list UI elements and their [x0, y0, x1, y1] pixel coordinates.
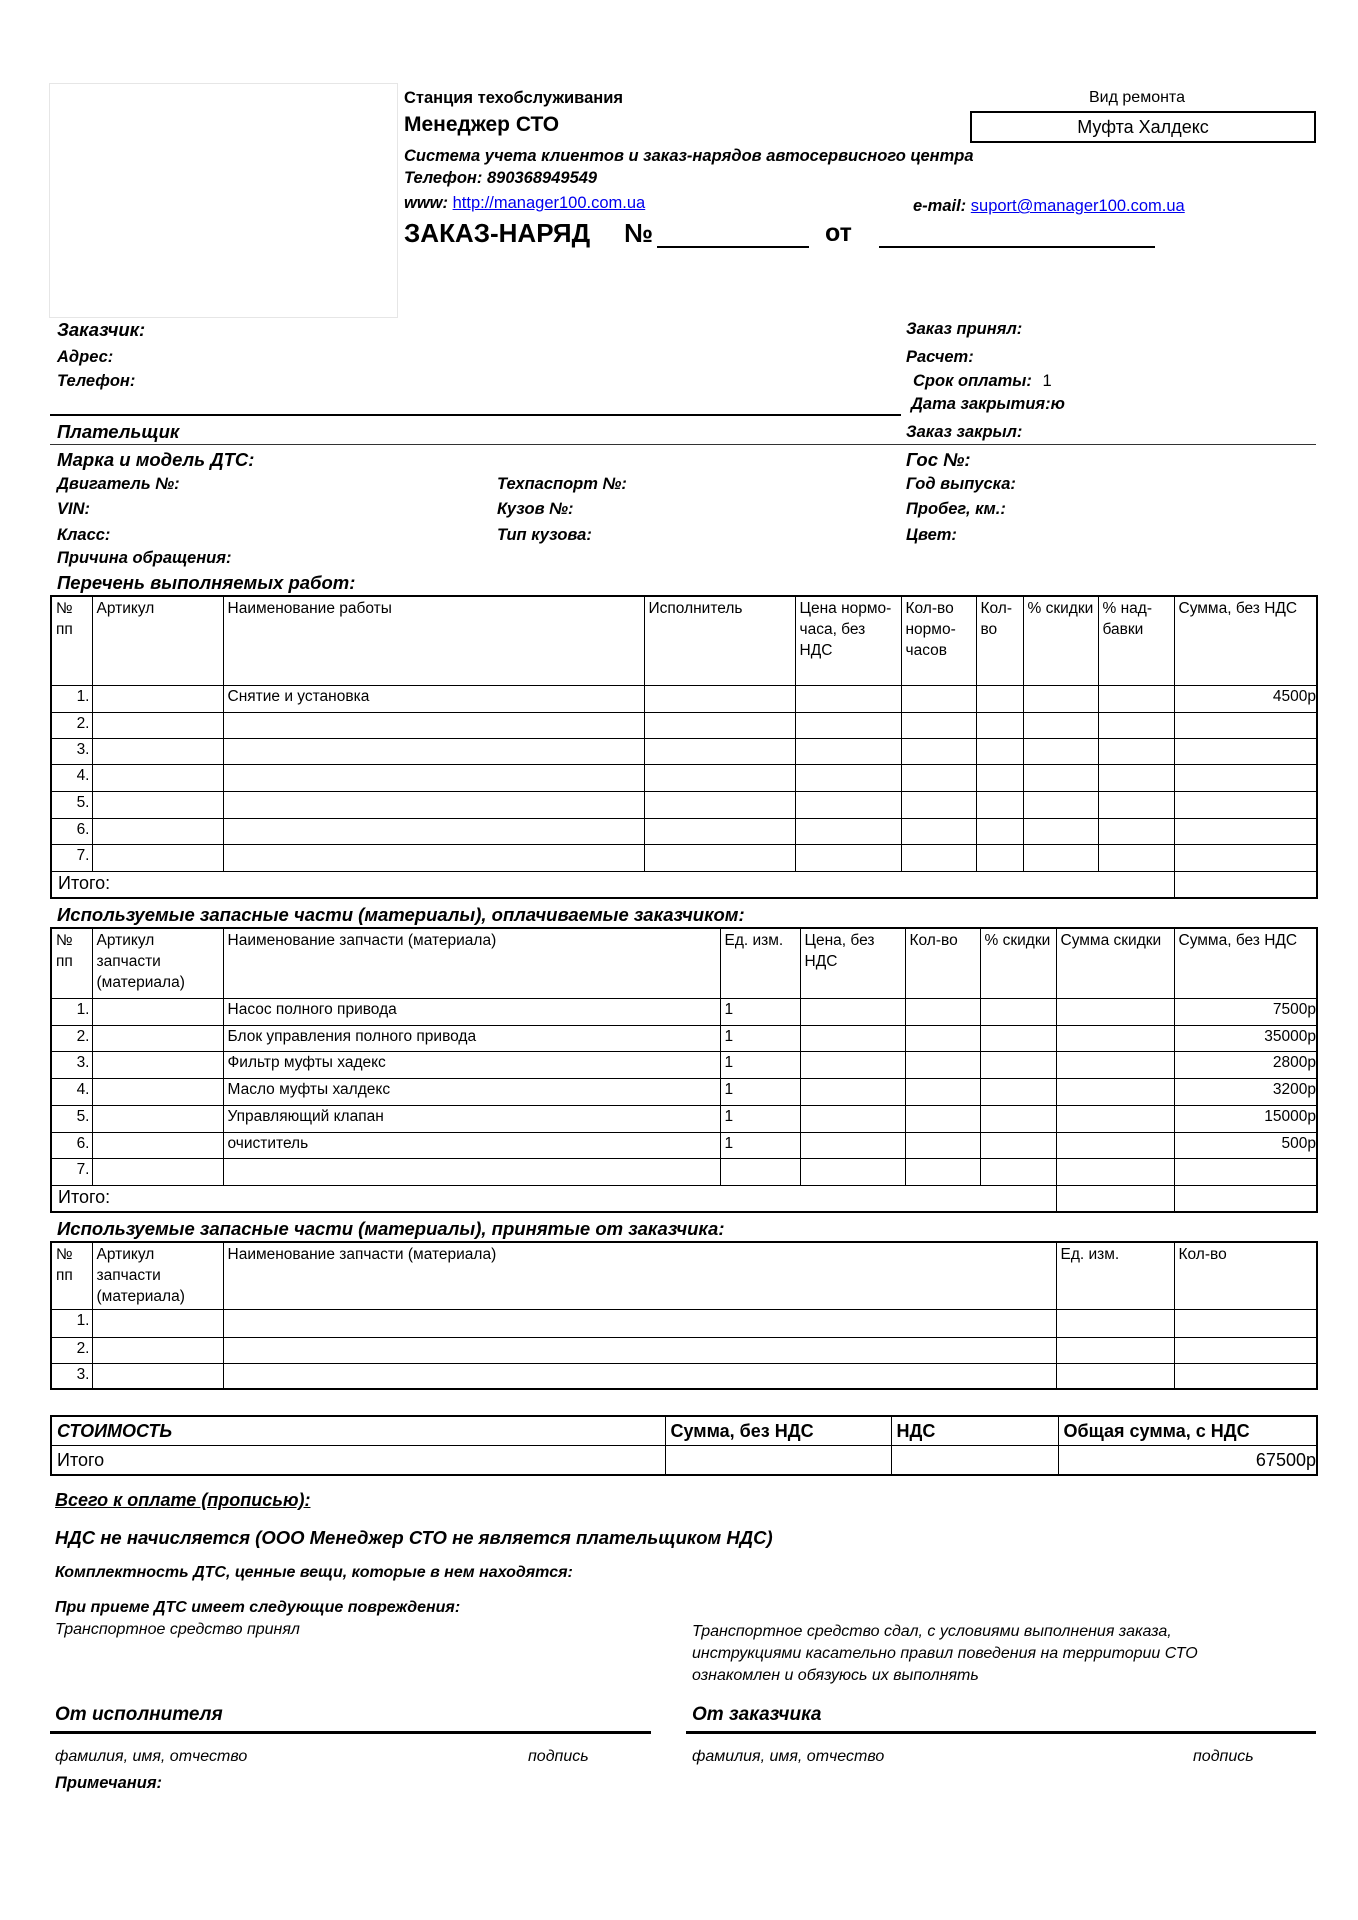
row-num: 7. — [51, 1158, 92, 1185]
cost-total-with-vat: 67500р — [1058, 1446, 1317, 1476]
cell-qty[interactable] — [976, 844, 1023, 871]
cell-price[interactable] — [800, 1132, 905, 1158]
cell-sum[interactable]: 15000р — [1174, 1105, 1317, 1132]
cost-total-row — [51, 1446, 1317, 1476]
cell-price[interactable] — [800, 998, 905, 1025]
cost-col-total-vat: Общая сумма, с НДС — [1058, 1416, 1317, 1446]
table-row — [51, 712, 1317, 738]
cell-work-name[interactable] — [223, 844, 644, 871]
col-sum: Сумма, без НДС — [1174, 928, 1317, 998]
cell-hour-price[interactable] — [795, 844, 901, 871]
col-discount-sum: Сумма скидки — [1056, 928, 1174, 998]
www-label: www: — [404, 194, 448, 212]
executor-fio-label: фамилия, имя, отчество — [55, 1748, 248, 1765]
cell-discount[interactable] — [980, 1051, 1056, 1078]
cell-hours[interactable] — [901, 685, 976, 712]
cell-work-name[interactable] — [223, 818, 644, 844]
row-num: 3. — [51, 1363, 92, 1389]
cell-sum[interactable] — [1174, 712, 1317, 738]
color-label: Цвет: — [906, 526, 957, 544]
cell-discount[interactable] — [1023, 764, 1098, 791]
cell-qty[interactable] — [905, 1078, 980, 1105]
col-article: Артикул — [92, 596, 223, 685]
cell-sum[interactable] — [1174, 738, 1317, 764]
cell-hours[interactable] — [901, 712, 976, 738]
cell-qty[interactable] — [905, 1158, 980, 1185]
cost-sum-no-vat — [665, 1446, 891, 1476]
col-qty: Кол-во — [1174, 1242, 1317, 1309]
cell-part-name[interactable]: Фильтр муфты хадекс — [223, 1051, 720, 1078]
table-row — [51, 998, 1317, 1025]
cell-unit[interactable]: 1 — [720, 1132, 800, 1158]
customer-fio-label: фамилия, имя, отчество — [692, 1748, 885, 1765]
row-num: 6. — [51, 818, 92, 844]
cost-vat — [891, 1446, 1058, 1476]
accepted-by-label: Заказ принял: — [906, 320, 1023, 338]
col-hours: Кол-во нормо-часов — [901, 596, 976, 685]
cell-price[interactable] — [800, 1078, 905, 1105]
cell-part-name[interactable]: Масло муфты халдекс — [223, 1078, 720, 1105]
cell-executor[interactable] — [644, 738, 795, 764]
cell-qty[interactable] — [905, 998, 980, 1025]
parts-customer-title: Используемые запасные части (материалы), принятые от заказчика: — [57, 1218, 725, 1239]
col-discount: % скидки — [1023, 596, 1098, 685]
cell-discount-sum[interactable] — [1056, 1078, 1174, 1105]
body-type-label: Тип кузова: — [497, 526, 592, 544]
cell-unit[interactable]: 1 — [720, 1051, 800, 1078]
cell-work-name[interactable] — [223, 764, 644, 791]
repair-type-field[interactable]: Муфта Халдекс — [970, 111, 1316, 143]
cell-article[interactable] — [92, 1132, 223, 1158]
cell-hour-price[interactable] — [795, 764, 901, 791]
website-link[interactable]: http://manager100.com.ua — [452, 194, 646, 212]
body-no-label: Кузов №: — [497, 500, 574, 518]
cell-qty[interactable] — [1174, 1337, 1317, 1363]
cell-work-name[interactable]: Снятие и установка — [223, 685, 644, 712]
cell-article[interactable] — [92, 1309, 223, 1337]
row-num: 1. — [51, 998, 92, 1025]
cell-discount-sum[interactable] — [1056, 998, 1174, 1025]
col-part-name: Наименование запчасти (материала) — [223, 928, 720, 998]
cell-sum[interactable] — [1174, 1158, 1317, 1185]
cell-hour-price[interactable] — [795, 685, 901, 712]
total-in-words-label: Всего к оплате (прописью): — [55, 1490, 311, 1510]
doc-title: ЗАКАЗ-НАРЯД — [404, 218, 591, 248]
damages-label: При приеме ДТС имеет следующие повреждения: — [55, 1599, 461, 1616]
plate-label: Гос №: — [906, 449, 971, 470]
col-num: № пп — [51, 1242, 92, 1309]
cell-markup[interactable] — [1098, 844, 1174, 871]
row-num: 6. — [51, 1132, 92, 1158]
cell-article[interactable] — [92, 791, 223, 818]
col-markup: % над-бавки — [1098, 596, 1174, 685]
cell-unit[interactable]: 1 — [720, 1078, 800, 1105]
class-label: Класс: — [57, 526, 111, 544]
cell-unit[interactable] — [1056, 1309, 1174, 1337]
year-label: Год выпуска: — [906, 475, 1016, 493]
cell-discount[interactable] — [980, 1025, 1056, 1051]
station-label: Станция техобслуживания — [404, 89, 623, 107]
cell-qty[interactable] — [976, 685, 1023, 712]
email-label: e-mail: — [913, 197, 967, 215]
cell-unit[interactable]: 1 — [720, 1025, 800, 1051]
www-line — [404, 194, 645, 213]
cell-article[interactable] — [92, 1025, 223, 1051]
row-num: 5. — [51, 791, 92, 818]
order-number-field[interactable] — [657, 246, 809, 248]
cell-part-name[interactable]: Насос полного привода — [223, 998, 720, 1025]
cell-discount[interactable] — [1023, 712, 1098, 738]
cell-sum[interactable]: 35000р — [1174, 1025, 1317, 1051]
customer-divider — [50, 414, 901, 416]
works-header-row — [51, 596, 1317, 685]
cell-work-name[interactable] — [223, 712, 644, 738]
cell-executor[interactable] — [644, 818, 795, 844]
customer-signature-label: подпись — [1193, 1748, 1254, 1765]
table-row — [51, 1078, 1317, 1105]
row-num: 2. — [51, 712, 92, 738]
col-unit: Ед. изм. — [720, 928, 800, 998]
cell-qty[interactable] — [1174, 1363, 1317, 1389]
col-article: Артикул запчасти (материала) — [92, 1242, 223, 1309]
email-link[interactable]: suport@manager100.com.ua — [970, 197, 1185, 215]
cell-unit[interactable]: 1 — [720, 998, 800, 1025]
vin-label: VIN: — [57, 500, 90, 518]
cell-discount[interactable] — [980, 1105, 1056, 1132]
cost-header-label: СТОИМОСТЬ — [51, 1416, 665, 1446]
cost-col-vat: НДС — [891, 1416, 1058, 1446]
executor-signature-line[interactable] — [50, 1731, 651, 1734]
table-row — [51, 1051, 1317, 1078]
payment-term-label: Срок оплаты: — [913, 372, 1032, 390]
make-model-label: Марка и модель ДТС: — [57, 449, 255, 470]
notes-label: Примечания: — [55, 1774, 163, 1792]
cell-work-name[interactable] — [223, 738, 644, 764]
cell-hour-price[interactable] — [795, 738, 901, 764]
cell-part-name[interactable] — [223, 1309, 1056, 1337]
cell-qty[interactable] — [1174, 1309, 1317, 1337]
table-row — [51, 1337, 1317, 1363]
number-label: № — [624, 218, 653, 248]
cell-part-name[interactable]: Блок управления полного привода — [223, 1025, 720, 1051]
company-name: Менеджер СТО — [404, 113, 560, 136]
tagline: Система учета клиентов и заказ-нарядов автосервисного центра — [404, 147, 974, 165]
vat-note: НДС не начисляется (ООО Менеджер СТО не является плательщиком НДС) — [55, 1527, 773, 1548]
col-price: Цена, без НДС — [800, 928, 905, 998]
cell-hours[interactable] — [901, 738, 976, 764]
table-row — [51, 685, 1317, 712]
parts-customer-header-row — [51, 1242, 1317, 1309]
table-row — [51, 1309, 1317, 1337]
cell-article[interactable] — [92, 1363, 223, 1389]
cell-sum[interactable]: 2800р — [1174, 1051, 1317, 1078]
cell-qty[interactable] — [905, 1051, 980, 1078]
from-customer-label: От заказчика — [692, 1704, 822, 1725]
cell-qty[interactable] — [905, 1105, 980, 1132]
vehicle-handed-line-2: инструкциями касательно правил поведения на территории СТО — [692, 1645, 1198, 1662]
cell-hours[interactable] — [901, 764, 976, 791]
works-total-row — [51, 871, 1317, 898]
cell-article[interactable] — [92, 764, 223, 791]
col-part-name: Наименование запчасти (материала) — [223, 1242, 1056, 1309]
company-phone: Телефон: 890368949549 — [404, 169, 598, 187]
cell-sum[interactable] — [1174, 791, 1317, 818]
cell-qty[interactable] — [976, 791, 1023, 818]
cell-part-name[interactable] — [223, 1363, 1056, 1389]
address-label: Адрес: — [57, 348, 114, 366]
table-row — [51, 738, 1317, 764]
works-table — [50, 595, 1318, 899]
row-num: 4. — [51, 1078, 92, 1105]
cost-table — [50, 1415, 1318, 1476]
cell-part-name[interactable]: Управляющий клапан — [223, 1105, 720, 1132]
cell-markup[interactable] — [1098, 738, 1174, 764]
cell-executor[interactable] — [644, 764, 795, 791]
cell-price[interactable] — [800, 1105, 905, 1132]
cost-row-label: Итого — [51, 1446, 665, 1476]
mileage-label: Пробег, км.: — [906, 500, 1006, 518]
cell-markup[interactable] — [1098, 818, 1174, 844]
row-num: 7. — [51, 844, 92, 871]
table-row — [51, 791, 1317, 818]
cell-qty[interactable] — [976, 764, 1023, 791]
cell-discount[interactable] — [980, 998, 1056, 1025]
cell-article[interactable] — [92, 1051, 223, 1078]
col-executor: Исполнитель — [644, 596, 795, 685]
cell-discount-sum[interactable] — [1056, 1105, 1174, 1132]
cell-sum[interactable]: 7500р — [1174, 998, 1317, 1025]
cell-executor[interactable] — [644, 844, 795, 871]
cell-markup[interactable] — [1098, 764, 1174, 791]
cell-article[interactable] — [92, 1158, 223, 1185]
payment-term-line — [913, 372, 1052, 391]
cell-discount-sum[interactable] — [1056, 1051, 1174, 1078]
order-date-field[interactable] — [879, 246, 1155, 248]
table-row — [51, 1363, 1317, 1389]
cell-hour-price[interactable] — [795, 712, 901, 738]
cell-sum[interactable]: 500р — [1174, 1132, 1317, 1158]
col-num: № пп — [51, 928, 92, 998]
cell-discount-sum[interactable] — [1056, 1025, 1174, 1051]
col-qty: Кол-во — [905, 928, 980, 998]
cell-discount[interactable] — [980, 1132, 1056, 1158]
customer-signature-line[interactable] — [686, 1731, 1316, 1734]
vehicle-accepted-text: Транспортное средство принял — [55, 1621, 300, 1638]
cell-article[interactable] — [92, 738, 223, 764]
customer-label: Заказчик: — [57, 319, 146, 340]
parts-paid-table — [50, 927, 1318, 1213]
row-num: 3. — [51, 738, 92, 764]
works-total-label: Итого: — [51, 871, 1174, 898]
table-row — [51, 844, 1317, 871]
payer-divider — [50, 444, 1316, 445]
cell-qty[interactable] — [976, 818, 1023, 844]
col-unit: Ед. изм. — [1056, 1242, 1174, 1309]
customer-phone-label: Телефон: — [57, 372, 136, 390]
cell-discount[interactable] — [1023, 818, 1098, 844]
executor-signature-label: подпись — [528, 1748, 589, 1765]
row-num: 5. — [51, 1105, 92, 1132]
payment-term-value: 1 — [1042, 372, 1052, 390]
cell-qty[interactable] — [905, 1025, 980, 1051]
cell-sum[interactable] — [1174, 844, 1317, 871]
cell-sum[interactable]: 3200р — [1174, 1078, 1317, 1105]
cell-discount[interactable] — [1023, 844, 1098, 871]
table-row — [51, 1158, 1317, 1185]
table-row — [51, 1132, 1317, 1158]
cell-unit[interactable] — [1056, 1337, 1174, 1363]
cell-article[interactable] — [92, 685, 223, 712]
cell-markup[interactable] — [1098, 791, 1174, 818]
cell-unit[interactable]: 1 — [720, 1105, 800, 1132]
email-line — [913, 197, 1185, 216]
cell-article[interactable] — [92, 998, 223, 1025]
cell-qty[interactable] — [905, 1132, 980, 1158]
cell-discount[interactable] — [1023, 738, 1098, 764]
parts-paid-title: Используемые запасные части (материалы), оплачиваемые заказчиком: — [57, 904, 745, 925]
repair-type-label: Вид ремонта — [1089, 89, 1185, 106]
cell-price[interactable] — [800, 1051, 905, 1078]
cell-article[interactable] — [92, 818, 223, 844]
row-num: 3. — [51, 1051, 92, 1078]
cost-col-sum-no-vat: Сумма, без НДС — [665, 1416, 891, 1446]
parts-paid-total-label: Итого: — [51, 1185, 1056, 1212]
completeness-label: Комплектность ДТС, ценные вещи, которые в нем находятся: — [55, 1564, 573, 1581]
parts-paid-total-discount — [1056, 1185, 1174, 1212]
cost-header-row — [51, 1416, 1317, 1446]
from-executor-label: От исполнителя — [55, 1704, 223, 1725]
cell-article[interactable] — [92, 1105, 223, 1132]
cell-unit[interactable] — [1056, 1363, 1174, 1389]
col-num: № пп — [51, 596, 92, 685]
cell-executor[interactable] — [644, 685, 795, 712]
cell-discount-sum[interactable] — [1056, 1158, 1174, 1185]
reason-label: Причина обращения: — [57, 549, 232, 567]
engine-label: Двигатель №: — [57, 475, 180, 493]
parts-paid-total-value — [1174, 1185, 1317, 1212]
row-num: 2. — [51, 1025, 92, 1051]
cell-part-name[interactable] — [223, 1337, 1056, 1363]
cell-part-name[interactable]: очиститель — [223, 1132, 720, 1158]
cell-work-name[interactable] — [223, 791, 644, 818]
cell-discount[interactable] — [980, 1158, 1056, 1185]
cell-executor[interactable] — [644, 712, 795, 738]
table-row — [51, 764, 1317, 791]
row-num: 2. — [51, 1337, 92, 1363]
cell-sum[interactable]: 4500р — [1174, 685, 1317, 712]
works-total-value — [1174, 871, 1317, 898]
cell-price[interactable] — [800, 1158, 905, 1185]
cell-qty[interactable] — [976, 738, 1023, 764]
cell-hours[interactable] — [901, 818, 976, 844]
row-num: 1. — [51, 1309, 92, 1337]
cell-article[interactable] — [92, 712, 223, 738]
cell-executor[interactable] — [644, 791, 795, 818]
col-article: Артикул запчасти (материала) — [92, 928, 223, 998]
cell-discount[interactable] — [1023, 685, 1098, 712]
cell-unit[interactable] — [720, 1158, 800, 1185]
passport-label: Техпаспорт №: — [497, 475, 627, 493]
cell-hours[interactable] — [901, 791, 976, 818]
cell-discount[interactable] — [980, 1078, 1056, 1105]
date-label: от — [825, 219, 852, 247]
cell-price[interactable] — [800, 1025, 905, 1051]
parts-paid-header-row — [51, 928, 1317, 998]
payer-label: Плательщик — [57, 421, 180, 442]
cell-discount[interactable] — [1023, 791, 1098, 818]
col-discount: % скидки — [980, 928, 1056, 998]
works-title: Перечень выполняемых работ: — [57, 572, 356, 593]
parts-paid-total-row — [51, 1185, 1317, 1212]
cell-markup[interactable] — [1098, 712, 1174, 738]
col-qty: Кол-во — [976, 596, 1023, 685]
vehicle-handed-line-3: ознакомлен и обязуюсь их выполнять — [692, 1667, 979, 1684]
cell-hours[interactable] — [901, 844, 976, 871]
col-sum: Сумма, без НДС — [1174, 596, 1317, 685]
vehicle-handed-line-1: Транспортное средство сдал, с условиями выполнения заказа, — [692, 1623, 1172, 1640]
parts-customer-table — [50, 1241, 1318, 1390]
cell-hour-price[interactable] — [795, 791, 901, 818]
cell-discount-sum[interactable] — [1056, 1132, 1174, 1158]
closed-by-label: Заказ закрыл: — [906, 423, 1023, 441]
col-work-name: Наименование работы — [223, 596, 644, 685]
table-row — [51, 818, 1317, 844]
cell-sum[interactable] — [1174, 818, 1317, 844]
cell-part-name[interactable] — [223, 1158, 720, 1185]
settlement-label: Расчет: — [906, 348, 974, 366]
cell-markup[interactable] — [1098, 685, 1174, 712]
vehicle-handed-text — [692, 1621, 1198, 1687]
cell-article[interactable] — [92, 1337, 223, 1363]
cell-article[interactable] — [92, 1078, 223, 1105]
table-row — [51, 1105, 1317, 1132]
cell-article[interactable] — [92, 844, 223, 871]
table-row — [51, 1025, 1317, 1051]
logo-placeholder — [49, 83, 398, 318]
cell-hour-price[interactable] — [795, 818, 901, 844]
row-num: 4. — [51, 764, 92, 791]
col-hour-price: Цена нормо-часа, без НДС — [795, 596, 901, 685]
cell-sum[interactable] — [1174, 764, 1317, 791]
row-num: 1. — [51, 685, 92, 712]
close-date-label: Дата закрытия:ю — [911, 395, 1065, 413]
cell-qty[interactable] — [976, 712, 1023, 738]
